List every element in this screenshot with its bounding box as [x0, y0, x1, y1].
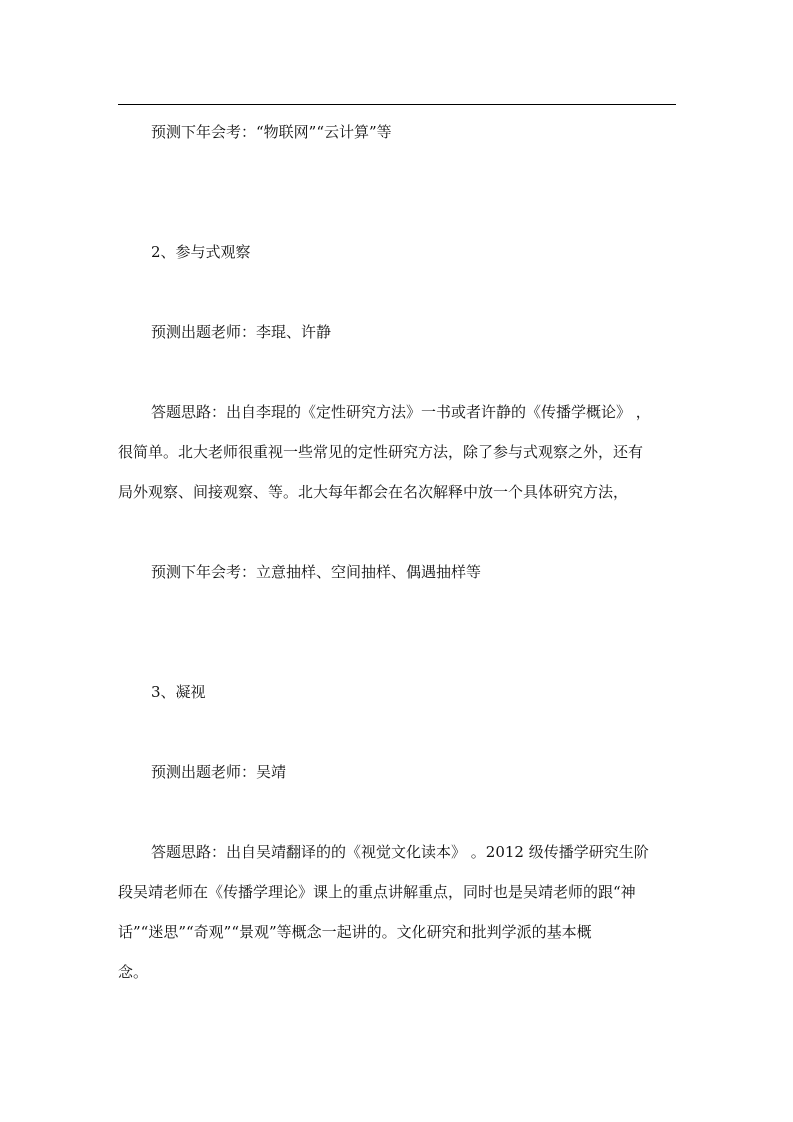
- answer-line-3c: 话”“迷思”“奇观”“景观”等概念一起讲的。文化研究和批判学派的基本概: [118, 923, 592, 941]
- answer-line-3d: 念。: [118, 963, 149, 981]
- teacher-line-2: 预测出题老师：李琨、许静: [151, 323, 332, 341]
- section-heading-3: 3、凝视: [151, 683, 206, 701]
- prediction-1: 预测下年会考：“物联网”“云计算”等: [151, 123, 392, 141]
- teacher-line-3: 预测出题老师：吴靖: [151, 763, 287, 781]
- header-rule: [118, 104, 676, 105]
- answer-line-3a: 答题思路：出自吴靖翻译的的《视觉文化读本》 。2012 级传播学研究生阶: [151, 843, 649, 861]
- answer-line-2a: 答题思路：出自李琨的《定性研究方法》一书或者许静的《传播学概论》 ，: [151, 403, 651, 421]
- answer-line-2b: 很简单。北大老师很重视一些常见的定性研究方法，除了参与式观察之外，还有: [118, 443, 644, 461]
- prediction-2: 预测下年会考：立意抽样、空间抽样、偶遇抽样等: [151, 563, 482, 581]
- answer-line-2c: 局外观察、间接观察、等。北大每年都会在名次解释中放一个具体研究方法，: [118, 483, 629, 501]
- answer-line-3b: 段吴靖老师在《传播学理论》课上的重点讲解重点，同时也是吴靖老师的跟“神: [118, 883, 636, 901]
- section-heading-2: 2、参与式观察: [151, 243, 251, 261]
